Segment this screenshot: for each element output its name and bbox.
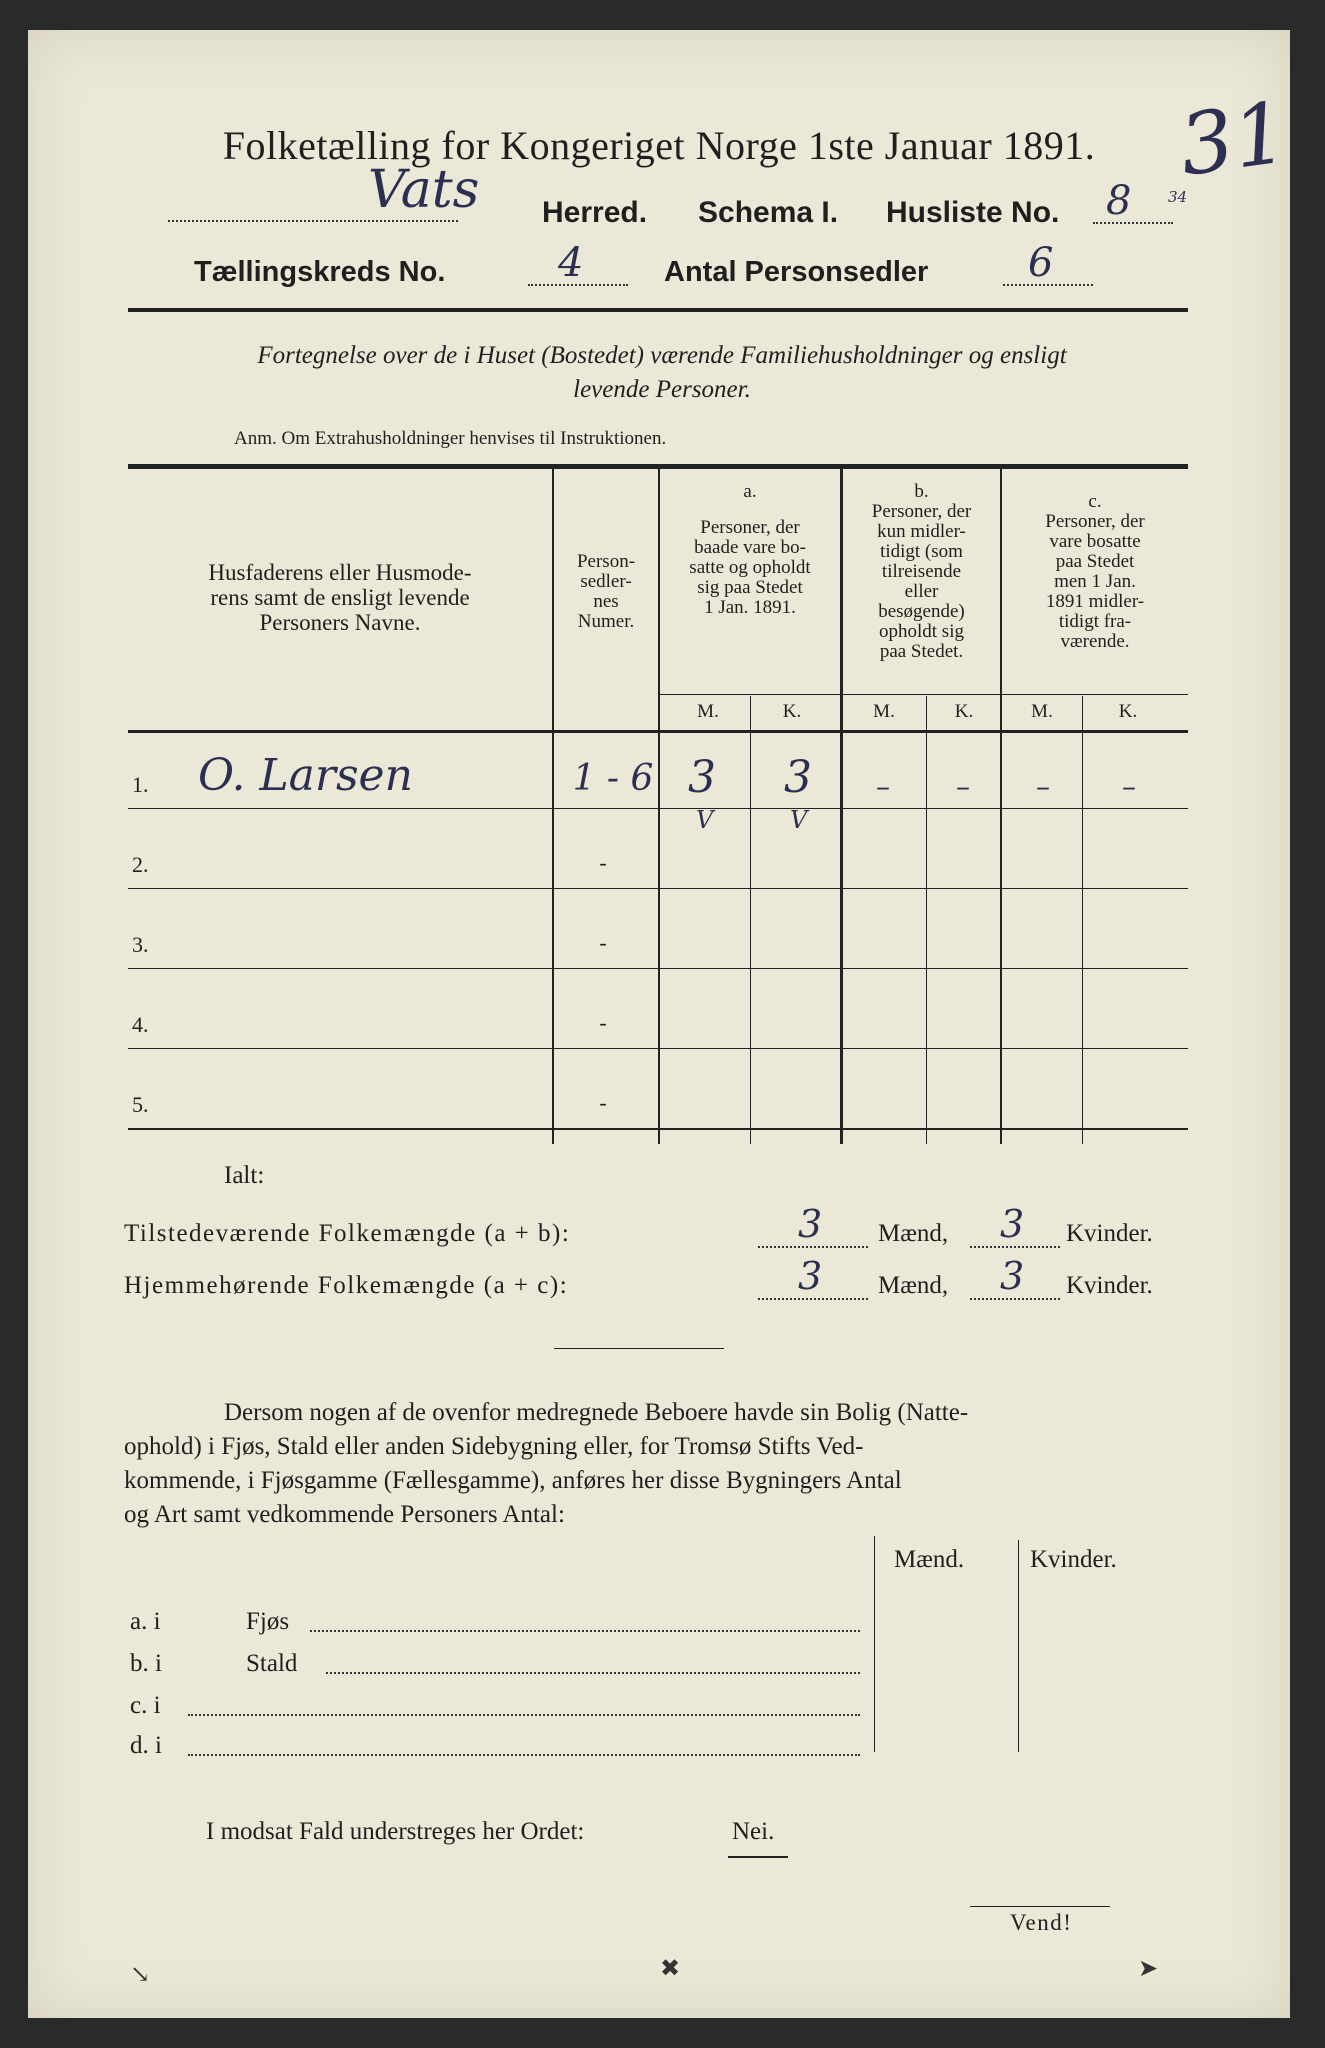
nei-underline [728, 1856, 788, 1858]
husliste-label: Husliste No. [886, 196, 1060, 229]
outbuilding-a-letter: a. i [130, 1608, 161, 1635]
registration-mark-right-icon: ➤ [1138, 1954, 1159, 1982]
row-1-a-k-check: V [790, 806, 808, 834]
modsat-text: I modsat Fald understreges her Ordet: [206, 1818, 585, 1845]
outbuilding-a-dots [310, 1630, 860, 1632]
vend-rule [970, 1906, 1110, 1907]
mk-header-rule [658, 694, 1188, 695]
totals-line2-label: Hjemmehørende Folkemængde (a + c): [124, 1272, 569, 1299]
col-header-b: b. Personer, der kun midler- tidigt (som tilreisende eller besøgende) opholdt sig paa Stedet. [871, 481, 972, 662]
totals-line2-kvinder: 3 [1000, 1254, 1025, 1298]
mk-b-m: M. [873, 701, 895, 722]
row-rule-5 [128, 1128, 1188, 1130]
row-5-number: 5. [132, 1092, 149, 1117]
totals-line2-kvinder-dots [970, 1298, 1060, 1300]
ialt-label: Ialt: [224, 1162, 265, 1189]
row-1-number: 1. [132, 772, 149, 797]
outbuilding-b-dots [326, 1672, 860, 1674]
section-divider [554, 1348, 724, 1349]
outbuildings-vrule-1 [874, 1536, 875, 1752]
husliste-dotted-line [1093, 222, 1173, 224]
outbuildings-kvinder-header: Kvinder. [1030, 1546, 1117, 1573]
row-1-a-m: 3 [688, 752, 716, 803]
mk-c-m: M. [1031, 701, 1053, 722]
outbuilding-b-letter: b. i [130, 1650, 162, 1677]
totals-line1-kvinder-dots [970, 1246, 1060, 1248]
husliste-value: 8 [1106, 178, 1132, 224]
row-rule-2 [128, 888, 1188, 889]
row-2-sedler: - [599, 850, 607, 875]
antal-value: 6 [1028, 240, 1054, 286]
col-header-names: Husfaderens eller Husmode- rens samt de ensligt levende Personers Navne. [208, 560, 472, 635]
outbuilding-b-label: Stald [246, 1650, 298, 1677]
row-rule-3 [128, 968, 1188, 969]
vend-label: Vend! [1010, 1910, 1073, 1935]
table-vrule-b-mk [926, 696, 927, 1144]
totals-line2-kvinder-label: Kvinder. [1066, 1272, 1153, 1299]
intro-line2: levende Personer. [573, 376, 751, 403]
col-header-a: a. Personer, der baade vare bo- satte og opholdt sig paa Stedet 1 Jan. 1891. [689, 481, 811, 618]
kreds-label: Tællingskreds No. [194, 256, 446, 288]
census-form-page [28, 30, 1294, 2018]
row-1-sedler: 1 - 6 [572, 758, 654, 799]
col-header-numer: Person- sedler- nes Numer. [576, 551, 636, 632]
registration-mark-center-icon: ✖ [660, 1954, 681, 1982]
row-1-name: O. Larsen [198, 750, 413, 801]
herred-label: Herred. [542, 196, 648, 229]
row-4-number: 4. [132, 1012, 149, 1037]
row-3-number: 3. [132, 932, 149, 957]
mk-c-k: K. [1118, 701, 1138, 722]
totals-line1-label: Tilstedeværende Folkemængde (a + b): [124, 1220, 571, 1247]
schema-label: Schema I. [698, 196, 839, 229]
totals-line1-kvinder-label: Kvinder. [1066, 1220, 1153, 1247]
anm-note: Anm. Om Extrahusholdninger henvises til Instruktionen. [234, 428, 667, 449]
mk-b-k: K. [954, 701, 974, 722]
row-1-a-m-check: V [696, 806, 714, 834]
row-1-b-m: – [876, 770, 890, 803]
table-vrule-a-mk [750, 696, 751, 1144]
registration-mark-left-icon: ↘ [130, 1960, 151, 1988]
nei-word: Nei. [732, 1818, 775, 1845]
totals-line1-maend: 3 [798, 1202, 823, 1246]
row-1-c-k: – [1122, 770, 1136, 803]
outbuilding-a-label: Fjøs [246, 1608, 290, 1635]
form-title: Folketælling for Kongeriget Norge 1ste Januar 1891. [222, 123, 1096, 168]
herred-value: Vats [368, 160, 480, 220]
kreds-value: 4 [558, 240, 584, 286]
page-number-handwritten: 31 [1173, 83, 1294, 195]
header-rule [128, 308, 1188, 312]
outbuilding-c-dots [188, 1714, 860, 1716]
outbuildings-paragraph: Dersom nogen af de ovenfor medregnede Beboere havde sin Bolig (Natte- ophold) i Fjøs, Stald eller anden Sidebygning eller, for Tromsø Stifts Ved- kommende, i Fjøsgamme (Fællesgamme), anføres her disse Bygningers Antal og Art samt vedkommende Personers Antal: [124, 1399, 969, 1528]
totals-line2-maend: 3 [798, 1254, 823, 1298]
row-1-a-k: 3 [784, 752, 812, 803]
row-5-sedler: - [599, 1090, 607, 1115]
mk-a-k: K. [782, 701, 802, 722]
row-2-number: 2. [132, 852, 149, 877]
totals-line2-maend-dots [758, 1298, 868, 1300]
outbuilding-d-letter: d. i [130, 1732, 162, 1759]
mk-a-m: M. [697, 701, 719, 722]
row-rule-4 [128, 1048, 1188, 1049]
row-1-c-m: – [1036, 770, 1050, 803]
intro-line1: Fortegnelse over de i Huset (Bostedet) værende Familiehusholdninger og ensligt [257, 342, 1067, 369]
antal-label: Antal Personsedler [664, 256, 929, 288]
totals-line1-maend-label: Mænd, [878, 1220, 949, 1247]
outbuildings-maend-header: Mænd. [894, 1546, 965, 1573]
totals-line2-maend-label: Mænd, [878, 1272, 949, 1299]
outbuilding-d-dots [188, 1754, 860, 1756]
totals-line1-kvinder: 3 [1000, 1202, 1025, 1246]
table-header-bottom-rule [128, 730, 1188, 733]
table-vrule-c-mk [1082, 696, 1083, 1144]
husliste-superscript: 34 [1168, 188, 1188, 206]
row-4-sedler: - [599, 1010, 607, 1035]
outbuilding-c-letter: c. i [130, 1692, 161, 1719]
row-3-sedler: - [599, 930, 607, 955]
row-rule-1 [128, 808, 1188, 809]
col-header-c: c. Personer, der vare bosatte paa Stedet men 1 Jan. 1891 midler- tidigt fra- værende. [1045, 491, 1145, 652]
herred-dotted-line [168, 220, 458, 222]
totals-line1-maend-dots [758, 1246, 868, 1248]
row-1-b-k: – [956, 770, 970, 803]
outbuildings-vrule-2 [1018, 1540, 1019, 1752]
